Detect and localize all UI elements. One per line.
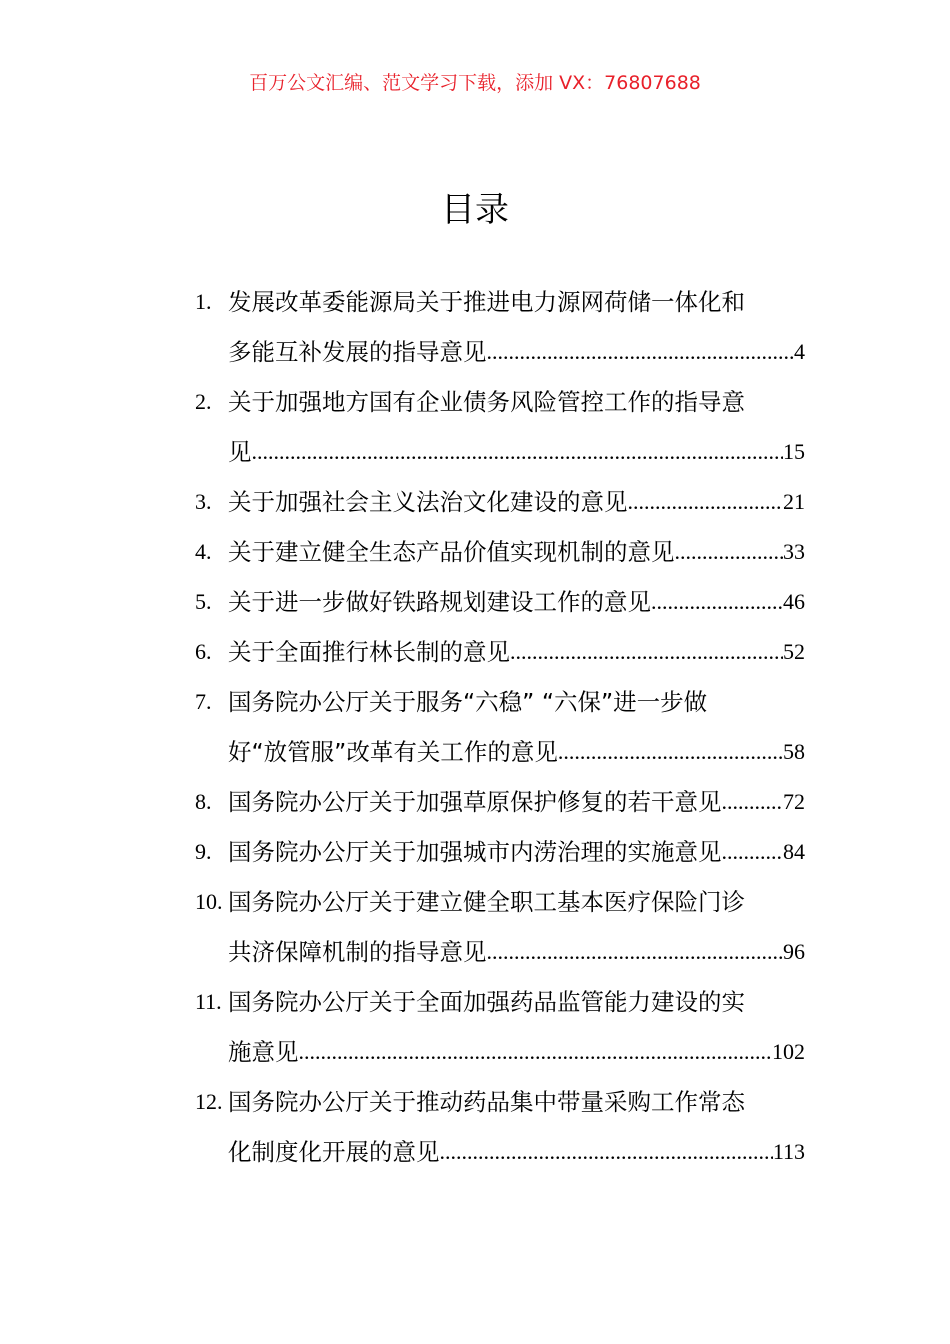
toc-entry-title: 国务院办公厅关于全面加强药品监管能力建设的实 [228,988,745,1016]
toc-entry-number: 3. [195,489,212,514]
toc-entry[interactable] [195,1077,805,1177]
watermark-banner: 百万公文汇编、范文学习下载，添加 VX：76807688 [249,72,701,94]
toc-page-number: 102 [772,1039,805,1064]
toc-entry[interactable] [195,777,805,827]
toc-entry[interactable] [195,477,805,527]
toc-page-number: 21 [783,489,805,514]
toc-entry-number: 7. [195,689,212,714]
toc-entry[interactable] [195,527,805,577]
toc-entry-number: 10. [195,889,223,914]
dot-leader [487,927,784,977]
dot-leader [252,427,784,477]
toc-entry-title: 关于加强社会主义法治文化建设的意见 [228,488,628,516]
toc-entry-title: 国务院办公厅关于建立健全职工基本医疗保险门诊 [228,888,745,916]
toc-entry-title: 施意见 [228,1038,299,1066]
dot-leader [628,477,784,527]
dot-leader [487,327,795,377]
toc-page-number: 96 [783,939,805,964]
toc-entry-title: 见 [228,438,252,466]
dot-leader [651,577,783,627]
dot-leader [675,527,784,577]
toc-entry[interactable] [195,577,805,627]
dot-leader [440,1127,773,1177]
toc-entry-number: 2. [195,389,212,414]
page-title: 目录 [441,190,509,230]
toc-entry-title: 国务院办公厅关于服务“六稳” “六保”进一步做 [228,688,708,716]
toc-entry-title: 共济保障机制的指导意见 [228,938,487,966]
toc-entry-number: 1. [195,289,212,314]
toc-entry[interactable] [195,827,805,877]
toc-page-number: 33 [783,539,805,564]
toc-entry[interactable] [195,977,805,1077]
toc-entry[interactable] [195,677,805,777]
toc-entry-title: 好“放管服”改革有关工作的意见 [228,738,558,766]
toc-entry-title: 关于全面推行林长制的意见 [228,638,510,666]
toc-entry[interactable] [195,627,805,677]
toc-entry-title: 化制度化开展的意见 [228,1138,440,1166]
dot-leader [722,777,784,827]
dot-leader [722,827,784,877]
toc-page-number: 58 [783,739,805,764]
toc-entry[interactable] [195,277,805,377]
toc-entry-number: 9. [195,839,212,864]
toc-entry-number: 8. [195,789,212,814]
toc-entry-title: 多能互补发展的指导意见 [228,338,487,366]
toc-entry-number: 12. [195,1089,223,1114]
toc-entry-number: 11. [195,989,222,1014]
toc-page-number: 113 [772,1139,805,1164]
toc-entry[interactable] [195,877,805,977]
toc-entry-title: 国务院办公厅关于加强草原保护修复的若干意见 [228,788,722,816]
toc-entry-title: 关于加强地方国有企业债务风险管控工作的指导意 [228,388,745,416]
table-of-contents [195,277,805,1177]
toc-page-number: 52 [783,639,805,664]
toc-page-number: 15 [783,439,805,464]
toc-entry-title: 国务院办公厅关于加强城市内涝治理的实施意见 [228,838,722,866]
dot-leader [558,727,783,777]
toc-page-number: 4 [794,339,805,364]
toc-entry-number: 6. [195,639,212,664]
toc-page-number: 72 [783,789,805,814]
toc-entry-title: 关于进一步做好铁路规划建设工作的意见 [228,588,651,616]
toc-page-number: 46 [783,589,805,614]
toc-entry-number: 4. [195,539,212,564]
toc-entry-number: 5. [195,589,212,614]
toc-entry-title: 发展改革委能源局关于推进电力源网荷储一体化和 [228,288,745,316]
toc-entry-title: 关于建立健全生态产品价值实现机制的意见 [228,538,675,566]
dot-leader [510,627,783,677]
toc-page-number: 84 [783,839,805,864]
toc-entry[interactable] [195,377,805,477]
dot-leader [299,1027,773,1077]
toc-entry-title: 国务院办公厅关于推动药品集中带量采购工作常态 [228,1088,745,1116]
